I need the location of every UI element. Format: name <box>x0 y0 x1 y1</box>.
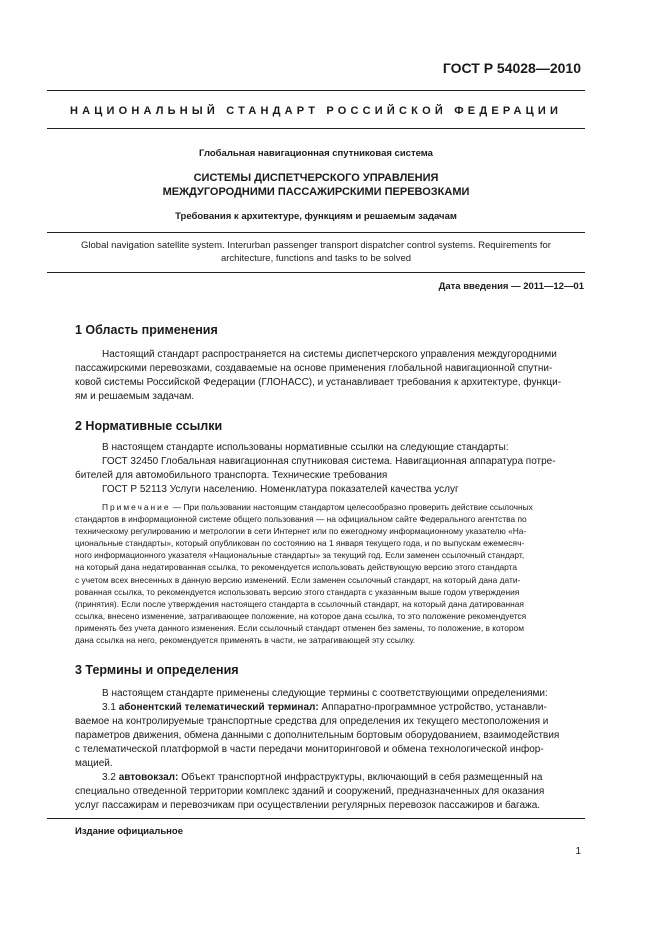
text-line: ваемое на контролируемые транспортные средства для определения их текущего местоположения и <box>75 716 549 727</box>
note-line: стандартов в информационной системе общего пользования — на официальном сайте Федерального агентства по <box>75 514 527 525</box>
reference-gost-32450: ГОСТ 32450 Глобальная навигационная спутниковая система. Навигационная аппаратура потре- <box>102 456 556 467</box>
term-name: абонентский телематический терминал: <box>118 702 319 713</box>
section-3-definitions <box>75 687 585 813</box>
note-line: на который дана недатированная ссылка, то рекомендуется использовать действующую версию этого стандарта <box>75 562 517 573</box>
section-3-heading: 3 Термины и определения <box>75 663 239 677</box>
term-name: автовокзал: <box>118 772 179 783</box>
text-line: специально отведенной территории комплекс зданий и сооружений, предназначенных для оказания <box>75 786 545 797</box>
text-line: с телематической платформой в части передачи мониторинговой и обмена технологической инфор- <box>75 744 544 755</box>
english-title-line-2: architecture, functions and tasks to be solved <box>220 253 412 264</box>
main-title-line-1: СИСТЕМЫ ДИСПЕТЧЕРСКОГО УПРАВЛЕНИЯ <box>193 172 439 184</box>
reference-gost-32450-cont: бителей для автомобильного транспорта. Технические требования <box>75 470 388 481</box>
section-2-heading: 2 Нормативные ссылки <box>75 419 223 433</box>
text-line: ям и решаемым задачам. <box>75 391 195 402</box>
text-line: Настоящий стандарт распространяется на системы диспетчерского управления междугородними <box>102 349 557 360</box>
term-number: 3.2 <box>102 772 116 783</box>
english-title-line-1: Global navigation satellite system. Interurban passenger transport dispatcher control systems. Requirements for <box>81 240 551 251</box>
note-line: ссылка, внесено изменение, затрагивающее положение, на которое дана ссылка, то это положение рекомендуется <box>75 610 527 621</box>
title-divider <box>47 232 585 233</box>
definitions-intro: В настоящем стандарте применены следующие термины с соответствующими определениями: <box>102 688 548 699</box>
text-line: параметров движения, обмена данными с дополнительным бортовым оборудованием, взаимодействия <box>75 730 560 741</box>
section-1-heading: 1 Область применения <box>75 323 218 337</box>
section-2-references <box>75 441 585 497</box>
references-note <box>75 501 585 646</box>
main-title-line-2: МЕЖДУГОРОДНИМИ ПАССАЖИРСКИМИ ПЕРЕВОЗКАМИ <box>162 186 470 198</box>
banner-divider <box>47 128 585 129</box>
note-line: (принятия). Если после утверждения настоящего стандарта в ссылочный стандарт, на который дана датированная <box>75 598 524 609</box>
english-divider <box>47 272 585 273</box>
note-text: — При пользовании настоящим стандартом целесообразно проверить действие ссылочных <box>170 502 533 512</box>
note-line: техническому регулированию и метрологии в сети Интернет или по ежегодному информационному указателю «На- <box>75 526 527 537</box>
note-line: циональные стандарты», который опубликован по состоянию на 1 января текущего года, и по выпускам ежемесяч- <box>75 538 525 549</box>
note-line: с учетом всех внесенных в данную версию изменений. Если заменен ссылочный стандарт, на который дана дати- <box>75 574 521 585</box>
subtitle: Требования к архитектуре, функциям и решаемым задачам <box>175 211 457 222</box>
term-3-1-first-line <box>75 701 585 715</box>
term-3-2-first-line <box>75 771 585 785</box>
top-divider <box>47 90 585 91</box>
note-line: рованная ссылка, то рекомендуется использовать версию этого стандарта с указанным выше годом утверждения <box>75 586 520 597</box>
text-line: услуг пассажирам и перевозчикам при осуществлении регулярных перевозок пассажиров и багажа. <box>75 800 541 811</box>
text-line: пассажирскими перевозками, создаваемые на основе применения глобальной навигационной спутни- <box>75 363 553 374</box>
reference-gost-r-52113: ГОСТ Р 52113 Услуги населению. Номенклатура показателей качества услуг <box>102 484 459 495</box>
note-line: применять без учета данного изменения. Если ссылочный стандарт отменен без замены, то положение, в котором <box>75 622 524 633</box>
national-standard-banner: НАЦИОНАЛЬНЫЙ СТАНДАРТ РОССИЙСКОЙ ФЕДЕРАЦИИ <box>69 105 563 117</box>
term-number: 3.1 <box>102 702 116 713</box>
introduction-date: Дата введения — 2011—12—01 <box>438 281 584 292</box>
system-title: Глобальная навигационная спутниковая система <box>199 148 433 159</box>
document-number: ГОСТ Р 54028—2010 <box>442 60 581 76</box>
note-first-line <box>75 501 585 513</box>
term-definition: Аппаратно-программное устройство, устанавли- <box>318 702 547 713</box>
references-intro: В настоящем стандарте использованы нормативные ссылки на следующие стандарты: <box>102 442 509 453</box>
section-1-paragraph <box>75 348 585 404</box>
note-line: дана ссылка на него, рекомендуется применять в части, не затрагивающей эту ссылку. <box>75 635 416 646</box>
text-line: мацией. <box>75 758 113 769</box>
page-number: 1 <box>575 846 581 857</box>
footer-divider <box>47 818 585 819</box>
text-line: ковой системы Российской Федерации (ГЛОНАСС), и устанавливает требования к архитектуре, функци- <box>75 377 562 388</box>
note-label: Примечание <box>102 502 171 512</box>
official-edition-label: Издание официальное <box>75 826 183 837</box>
term-definition: Объект транспортной инфраструктуры, включающий в себя размещенный на <box>178 772 543 783</box>
note-line: ного информационного указателя «Национальные стандарты» за текущий год. Если заменен ссылочный стандарт, <box>75 550 525 561</box>
